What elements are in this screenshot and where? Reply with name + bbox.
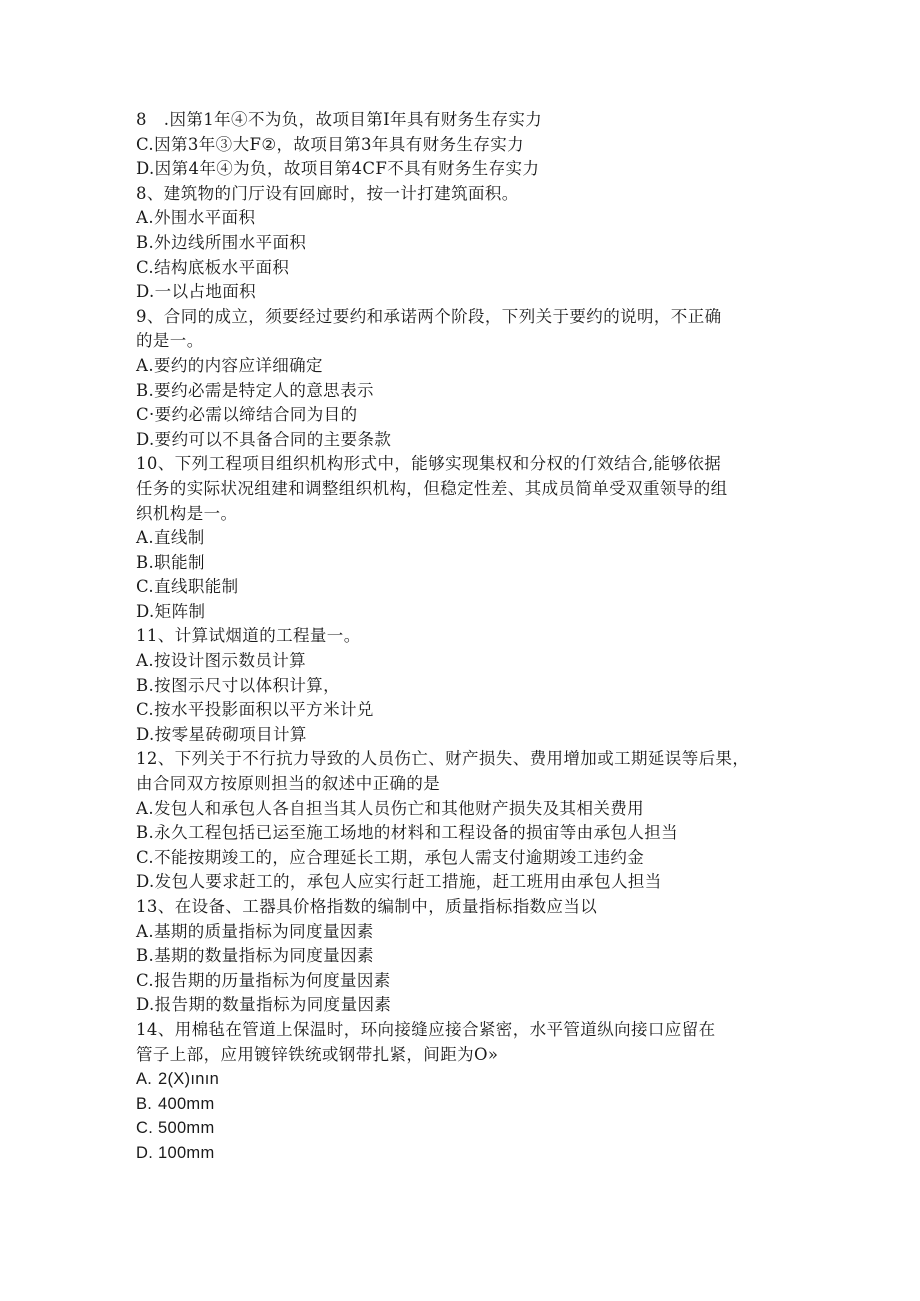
option-text: 100mm (158, 1143, 215, 1162)
text-line: 织机构是一。 (136, 503, 238, 523)
text-line: C.不能按期竣工的，应合理延长工期，承包人需支付逾期竣工违约金 (136, 847, 645, 867)
document-page (136, 108, 796, 1166)
text-line: B.按图示尺寸以体积计算， (136, 675, 341, 695)
text-line: A.按设计图示数员计算 (136, 651, 307, 671)
option-label: B. (136, 1094, 153, 1113)
text-line: C.按水平投影面积以平方米计兑 (136, 700, 374, 720)
text-line: 13、在设备、工器具价格指数的编制中，质量指标指数应当以 (136, 897, 598, 916)
option-label: A. (136, 1070, 153, 1089)
option-line (136, 1116, 796, 1141)
text-line: D.要约可以不具备合同的主要条款 (136, 429, 392, 449)
text-line: A.直线制 (136, 528, 205, 548)
text-line: B.基期的数量指标为同度量因素 (136, 946, 374, 966)
text-line: 由合同双方按原则担当的叙述中正确的是 (136, 774, 441, 794)
text-line: A.基期的质量指标为同度量因素 (136, 921, 374, 941)
text-line: D.报告期的数量指标为同度量因素 (136, 995, 392, 1015)
text-line: B.永久工程包括已运至施工场地的材料和工程设备的损宙等由承包人担当 (136, 823, 679, 843)
text-line: B.职能制 (136, 552, 205, 572)
option-line (136, 1092, 796, 1117)
text-line: D.因第4年④为负，故项目第4CF不具有财务生存实力 (136, 159, 540, 179)
text-line: 8 .因第1年④不为负，故项目第I年具有财务生存实力 (136, 110, 543, 129)
option-text: 2(X)ının (158, 1070, 220, 1089)
text-line: C.报告期的历量指标为何度量因素 (136, 970, 391, 990)
text-line: C.结构底板水平面积 (136, 257, 290, 277)
question-14-options (136, 1067, 796, 1165)
option-label: C. (136, 1119, 154, 1138)
text-line: 任务的实际状况组建和调整组织机构，但稳定性差、其成员简单受双重领导的组 (136, 478, 728, 498)
text-line: C·要约必需以缔结合同为目的 (136, 405, 358, 425)
question-text-block (136, 108, 796, 1067)
text-line: 9、合同的成立，须要经过要约和承诺两个阶段，下列关于要约的说明，不正确 (136, 306, 722, 326)
text-line: A.要约的内容应详细确定 (136, 355, 323, 375)
text-line: A.外围水平面积 (136, 208, 256, 228)
text-line: D.发包人要求赶工的，承包人应实行赶工措施，赶工班用由承包人担当 (136, 872, 662, 892)
text-line: C.直线职能制 (136, 577, 239, 597)
text-line: 11、计算试烟道的工程量一。 (136, 626, 361, 646)
option-line (136, 1141, 796, 1166)
text-line: B.要约必需是特定人的意思表示 (136, 380, 374, 400)
option-line (136, 1067, 796, 1092)
text-line: A.发包人和承包人各自担当其人员伤亡和其他财产损失及其相关费用 (136, 798, 645, 818)
text-line: B.外边线所围水平面积 (136, 232, 307, 252)
text-line: D.按零星砖砌项目计算 (136, 724, 307, 744)
option-label: D. (136, 1143, 154, 1162)
text-line: D.一以占地面积 (136, 282, 257, 302)
option-text: 500mm (158, 1119, 215, 1138)
text-line: 的是一。 (136, 331, 204, 351)
option-text: 400mm (158, 1094, 215, 1113)
text-line: 14、用棉毡在管道上保温时，环向接缝应接合紧密，水平管道纵向接口应留在 (136, 1019, 716, 1039)
text-line: C.因第3年③大F②，故项目第3年具有财务生存实力 (136, 134, 525, 154)
text-line: 8、建筑物的门厅设有回廊时，按一计打建筑面积。 (136, 183, 519, 203)
text-line: D.矩阵制 (136, 601, 206, 621)
text-line: 管子上部，应用镀锌铁统或钢带扎紧，间距为O» (136, 1044, 499, 1064)
text-line: 10、下列工程项目组织机构形式中，能够实现集权和分权的仃效结合,能够依据 (136, 454, 722, 474)
text-line: 12、下列关于不行抗力导致的人员伤亡、财产损失、费用增加或工期延误等后果， (136, 749, 750, 769)
